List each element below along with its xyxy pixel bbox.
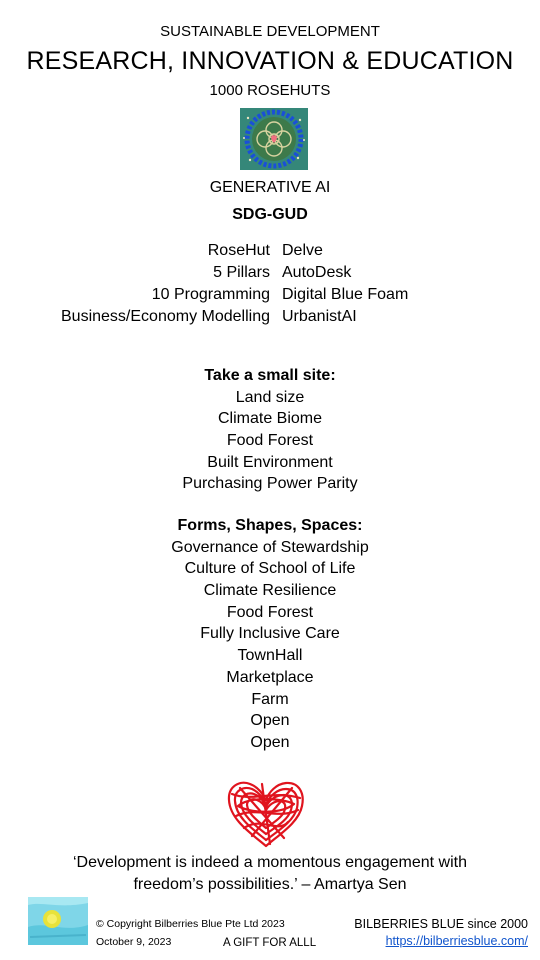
quote-line-2: freedom’s possibilities.’ – Amartya Sen [133,876,407,893]
list-item: Open [250,733,290,751]
tool-program: 10 Programming [151,286,270,303]
small-site-section [0,365,540,495]
footer-gift: A GIFT FOR ALLL [223,937,317,949]
tools-row [0,284,540,306]
forms-section [0,515,540,754]
tool-program: RoseHut [207,242,270,259]
tool-software: Delve [282,242,323,259]
heart-icon [222,776,310,852]
bilberries-logo-icon [28,897,88,945]
tools-row [0,262,540,284]
list-item: Food Forest [226,432,314,450]
tool-program: Business/Economy Modelling [61,308,270,325]
tools-row [0,240,540,262]
list-item: Marketplace [226,668,314,686]
section-label: GENERATIVE AI [209,179,331,196]
list-item: Purchasing Power Parity [182,475,358,493]
tools-table [0,240,540,328]
tool-program: 5 Pillars [213,264,270,281]
footer-date: October 9, 2023 [96,936,172,948]
footer-link[interactable]: https://bilberriesblue.com/ [385,934,528,948]
list-item: Climate Biome [217,410,323,428]
tools-row [0,306,540,328]
list-item: TownHall [237,647,303,665]
list-item: Climate Resilience [203,582,337,600]
list-item: Fully Inclusive Care [200,625,340,643]
footer-copyright: © Copyright Bilberries Blue Pte Ltd 2023 [96,918,285,930]
list-item: Land size [235,388,305,406]
list-item: Open [250,712,290,730]
tool-software: UrbanistAI [282,308,357,325]
header-kicker: SUSTAINABLE DEVELOPMENT [160,23,380,40]
list-item: Food Forest [226,603,314,621]
page-title: RESEARCH, INNOVATION & EDUCATION [26,47,514,75]
tool-software: AutoDesk [282,264,352,281]
list-item: Culture of School of Life [184,560,356,578]
tool-software: Digital Blue Foam [282,286,409,303]
footer-brand: BILBERRIES BLUE since 2000 [354,917,528,931]
list-item: Governance of Stewardship [171,538,369,556]
small-site-heading: Take a small site: [204,367,336,384]
quote-line-1: ‘Development is indeed a momentous engagement with [72,854,467,871]
section-code: SDG-GUD [232,206,308,223]
list-item: Farm [251,690,289,708]
rosehut-logo-icon [240,108,308,170]
forms-heading: Forms, Shapes, Spaces: [177,517,363,534]
list-item: Built Environment [207,453,333,471]
header-subtitle: 1000 ROSEHUTS [209,82,331,99]
